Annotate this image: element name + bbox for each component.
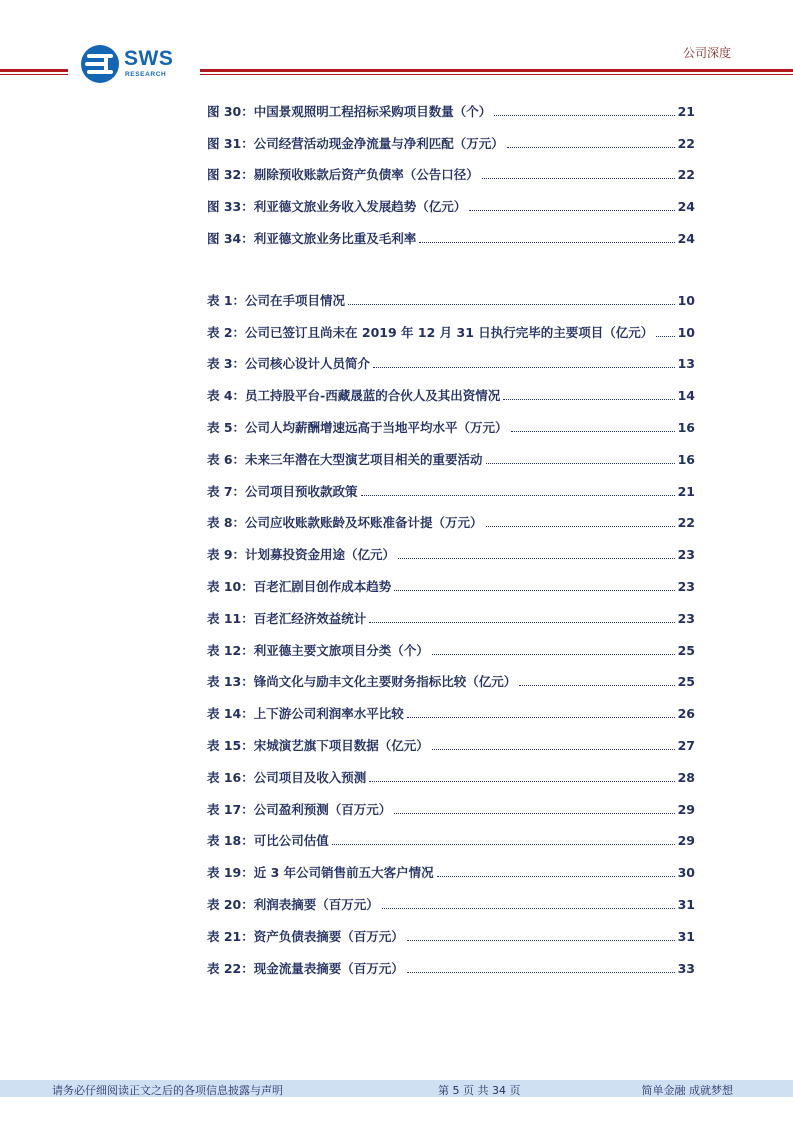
toc-entry[interactable] xyxy=(207,831,695,849)
sws-logo xyxy=(80,44,190,84)
toc-dot-leader xyxy=(407,929,675,941)
toc-dot-leader xyxy=(432,738,675,750)
toc-dot-leader xyxy=(394,802,674,814)
toc-entry-label: 图 33：利亚德文旅业务收入发展趋势（亿元） xyxy=(207,199,467,214)
toc-entry[interactable] xyxy=(207,672,695,690)
toc-entry-page: 21 xyxy=(677,484,695,499)
report-type-label: 公司深度 xyxy=(682,46,731,60)
header-rule-right xyxy=(200,69,793,72)
toc-entry-page: 25 xyxy=(677,643,695,658)
toc-dot-leader xyxy=(482,167,675,179)
logo-name: SWS xyxy=(124,47,174,70)
toc-entry-label: 表 15：宋城演艺旗下项目数据（亿元） xyxy=(207,738,429,753)
toc-entry-label: 表 21：资产负债表摘要（百万元） xyxy=(207,929,404,944)
toc-entry-page: 16 xyxy=(677,452,695,467)
toc-entry[interactable] xyxy=(207,229,695,247)
toc-entry[interactable] xyxy=(207,736,695,754)
toc-entry[interactable] xyxy=(207,418,695,436)
toc-dot-leader xyxy=(469,199,674,211)
toc-entry-label: 表 6：未来三年潜在大型演艺项目相关的重要活动 xyxy=(207,452,483,467)
toc-dot-leader xyxy=(419,231,674,243)
toc-entry[interactable] xyxy=(207,354,695,372)
toc-entry-page: 22 xyxy=(677,515,695,530)
toc-entry-page: 31 xyxy=(677,897,695,912)
toc-entry[interactable] xyxy=(207,482,695,500)
toc-dot-leader xyxy=(486,452,675,464)
toc-entry-page: 23 xyxy=(677,547,695,562)
toc-entry-label: 表 18：可比公司估值 xyxy=(207,833,329,848)
toc-entry-label: 表 4：员工持股平台-西藏晟蓝的合伙人及其出资情况 xyxy=(207,388,501,403)
header-rule-left-thin xyxy=(0,74,68,75)
toc-entry-label: 表 5：公司人均薪酬增速远高于当地平均水平（万元） xyxy=(207,420,508,435)
toc-entry-label: 表 22：现金流量表摘要（百万元） xyxy=(207,961,404,976)
toc-entry-label: 表 9：计划募投资金用途（亿元） xyxy=(207,547,396,562)
toc-dot-leader xyxy=(361,484,675,496)
toc-entry-label: 图 34：利亚德文旅业务比重及毛利率 xyxy=(207,231,417,246)
toc-entry[interactable] xyxy=(207,291,695,309)
toc-entry-page: 21 xyxy=(677,104,695,119)
toc-entry[interactable] xyxy=(207,641,695,659)
toc-entry-page: 29 xyxy=(677,833,695,848)
toc-entry[interactable] xyxy=(207,959,695,977)
toc-entry-page: 26 xyxy=(677,706,695,721)
toc-entry[interactable] xyxy=(207,704,695,722)
toc-entry-label: 图 30：中国景观照明工程招标采购项目数量（个） xyxy=(207,104,492,119)
toc-entry-page: 22 xyxy=(677,136,695,151)
toc-entry[interactable] xyxy=(207,927,695,945)
toc-entry[interactable] xyxy=(207,134,695,152)
toc-entry-page: 27 xyxy=(677,738,695,753)
toc-dot-leader xyxy=(373,356,675,368)
toc-entry-page: 28 xyxy=(677,770,695,785)
toc-dot-leader xyxy=(511,420,675,432)
toc-dot-leader xyxy=(503,388,674,400)
toc-entry[interactable] xyxy=(207,577,695,595)
toc-dot-leader xyxy=(407,961,675,973)
toc-dot-leader xyxy=(332,833,675,845)
sws-logo-mark-icon xyxy=(80,44,120,84)
logo-subtitle: RESEARCH xyxy=(125,71,167,78)
toc-dot-leader xyxy=(407,706,675,718)
header-rule-right-thin xyxy=(200,74,793,75)
toc-entry[interactable] xyxy=(207,768,695,786)
toc-entry[interactable] xyxy=(207,895,695,913)
toc-dot-leader xyxy=(486,515,675,527)
header-rule-left xyxy=(0,69,68,72)
toc-entry[interactable] xyxy=(207,863,695,881)
page-footer xyxy=(0,1080,793,1097)
toc-entry-page: 14 xyxy=(677,388,695,403)
toc-entry-page: 30 xyxy=(677,865,695,880)
toc-entry-page: 13 xyxy=(677,356,695,371)
toc-entry[interactable] xyxy=(207,323,695,341)
toc-dot-leader xyxy=(382,897,675,909)
toc-entry-label: 表 11：百老汇经济效益统计 xyxy=(207,611,367,626)
toc-entry[interactable] xyxy=(207,800,695,818)
toc-dot-leader xyxy=(437,865,675,877)
toc-entry-page: 31 xyxy=(677,929,695,944)
toc-dot-leader xyxy=(494,104,674,116)
toc-entry-label: 表 8：公司应收账款账龄及坏账准备计提（万元） xyxy=(207,515,483,530)
toc-entry-page: 10 xyxy=(677,325,695,340)
toc-entry-page: 10 xyxy=(677,293,695,308)
toc-entry-label: 表 10：百老汇剧目创作成本趋势 xyxy=(207,579,392,594)
toc-entry-label: 表 13：锋尚文化与励丰文化主要财务指标比较（亿元） xyxy=(207,674,517,689)
toc-entry-label: 表 16：公司项目及收入预测 xyxy=(207,770,367,785)
toc-entry[interactable] xyxy=(207,165,695,183)
toc-entry[interactable] xyxy=(207,545,695,563)
toc-entry-page: 23 xyxy=(677,579,695,594)
toc-entry-label: 表 19：近 3 年公司销售前五大客户情况 xyxy=(207,865,434,880)
toc-entry[interactable] xyxy=(207,102,695,120)
toc-entry[interactable] xyxy=(207,609,695,627)
toc-dot-leader xyxy=(369,770,674,782)
toc-entry-label: 图 31：公司经营活动现金净流量与净利匹配（万元） xyxy=(207,136,504,151)
toc-dot-leader xyxy=(369,611,674,623)
toc-entry-page: 24 xyxy=(677,199,695,214)
toc-dot-leader xyxy=(398,547,675,559)
toc-entry[interactable] xyxy=(207,513,695,531)
footer-page-info: 第 5 页 共 34 页 xyxy=(438,1084,521,1097)
toc-entry-label: 表 1：公司在手项目情况 xyxy=(207,293,346,308)
toc-entry-page: 23 xyxy=(677,611,695,626)
toc-dot-leader xyxy=(507,136,675,148)
footer-slogan: 简单金融 成就梦想 xyxy=(641,1084,733,1097)
toc-entry-page: 25 xyxy=(677,674,695,689)
toc-entry[interactable] xyxy=(207,386,695,404)
toc-entry-page: 22 xyxy=(677,167,695,182)
toc-entry-label: 表 7：公司项目预收款政策 xyxy=(207,484,358,499)
toc-entry-page: 24 xyxy=(677,231,695,246)
toc-dot-leader xyxy=(394,579,674,591)
toc-entry-label: 图 32：剔除预收账款后资产负债率（公告口径） xyxy=(207,167,479,182)
footer-disclaimer: 请务必仔细阅读正文之后的各项信息披露与声明 xyxy=(52,1084,283,1097)
toc-dot-leader xyxy=(432,643,675,655)
toc-dot-leader xyxy=(656,325,674,337)
toc-entry-label: 表 3：公司核心设计人员简介 xyxy=(207,356,371,371)
toc-entry[interactable] xyxy=(207,450,695,468)
toc-entry-label: 表 12：利亚德主要文旅项目分类（个） xyxy=(207,643,429,658)
toc-entry-page: 16 xyxy=(677,420,695,435)
toc-entry-page: 33 xyxy=(677,961,695,976)
toc-dot-leader xyxy=(519,674,674,686)
toc-entry-label: 表 17：公司盈利预测（百万元） xyxy=(207,802,392,817)
toc-entry[interactable] xyxy=(207,197,695,215)
toc-entry-label: 表 14：上下游公司利润率水平比较 xyxy=(207,706,404,721)
toc-entry-label: 表 20：利润表摘要（百万元） xyxy=(207,897,379,912)
toc-entry-label: 表 2：公司已签订且尚未在 2019 年 12 月 31 日执行完毕的主要项目（亿元） xyxy=(207,325,654,340)
toc-entry-page: 29 xyxy=(677,802,695,817)
toc-dot-leader xyxy=(348,293,675,305)
